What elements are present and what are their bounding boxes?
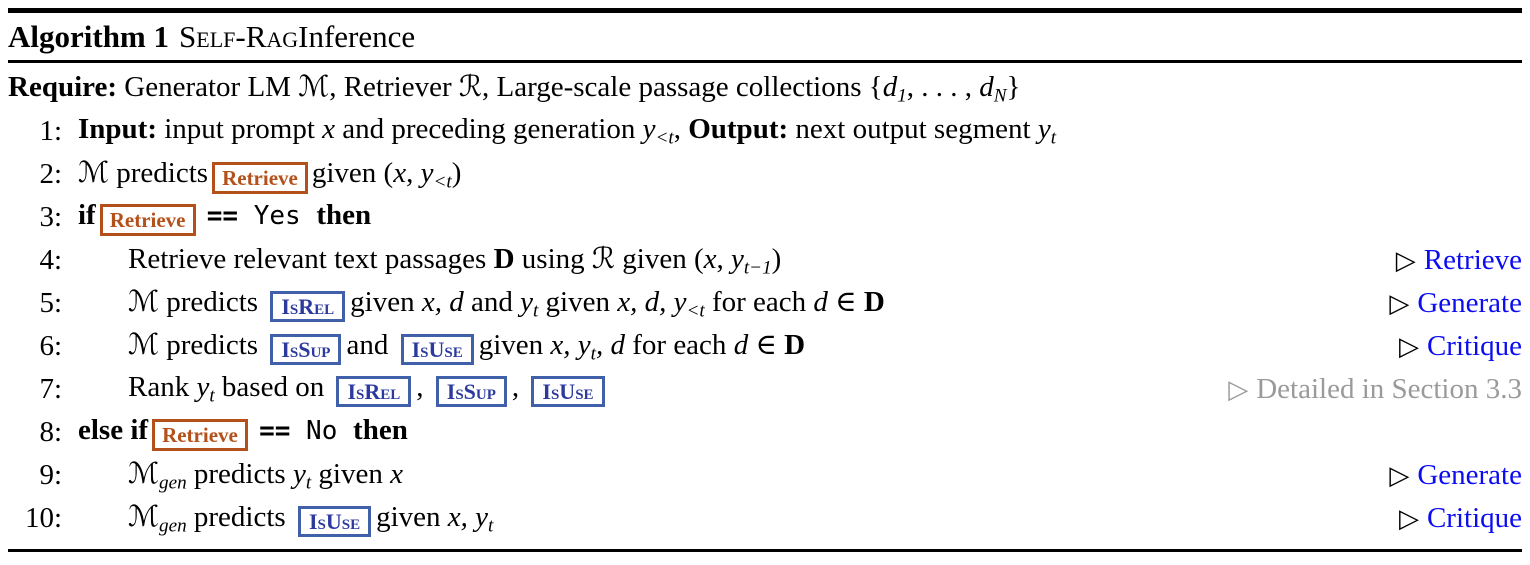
- algorithm-line: [8, 368, 1522, 411]
- mono-text: No: [290, 415, 354, 446]
- script-symbol: ℛ: [591, 241, 616, 276]
- text-segment: predicts: [159, 286, 266, 319]
- text-segment: based on: [214, 371, 332, 404]
- math-var: x: [390, 458, 403, 491]
- math-subscript: <t: [686, 300, 705, 322]
- line-number: 9:: [39, 459, 62, 491]
- text-segment: ,: [406, 156, 421, 189]
- text-segment: ∈: [827, 286, 864, 319]
- comment-text: Detailed in Section 3.3: [1256, 373, 1522, 405]
- line-number: 3:: [39, 201, 62, 233]
- keyword-text: then: [353, 413, 408, 446]
- math-subscript: 1: [897, 85, 907, 107]
- comment-triangle-icon: ▷: [1389, 289, 1410, 319]
- line-content: [128, 499, 493, 537]
- reflection-token: IsSup: [436, 376, 507, 407]
- mono-operator: ==: [259, 415, 291, 446]
- reflection-token: IsUse: [298, 506, 371, 537]
- script-symbol: ℳ: [128, 456, 160, 491]
- text-segment: given: [478, 329, 551, 362]
- script-symbol: ℛ: [458, 69, 482, 104]
- algorithm-title-rest: Inference: [298, 18, 416, 54]
- text-segment: ,: [716, 243, 731, 276]
- text-segment: predicts: [186, 458, 293, 491]
- algorithm-header: [8, 13, 1522, 60]
- text-segment: ): [771, 243, 782, 276]
- line-content: [128, 241, 781, 279]
- math-var: x, d: [421, 286, 464, 319]
- text-segment: ,: [416, 371, 431, 404]
- text-segment: ,: [511, 371, 527, 404]
- comment-triangle-icon: ▷: [1398, 504, 1419, 534]
- line-number: 2:: [39, 158, 62, 190]
- math-var: d: [882, 71, 898, 104]
- line-number: 10:: [24, 502, 62, 534]
- text-segment: given: [350, 286, 422, 319]
- text-segment: input prompt: [164, 113, 323, 146]
- algorithm-line: [8, 411, 1522, 454]
- bottom-rule: [8, 549, 1522, 552]
- text-segment: and: [463, 286, 521, 319]
- line-content: [128, 284, 885, 322]
- math-var: y: [292, 458, 306, 491]
- line-number: 1:: [39, 115, 62, 147]
- text-segment: ): [451, 156, 462, 189]
- line-number: 6:: [39, 330, 62, 362]
- line-content: [78, 414, 408, 451]
- math-var: d: [733, 329, 749, 362]
- math-var: x: [393, 156, 407, 189]
- line-content: [78, 113, 1056, 149]
- text-segment: predicts: [186, 501, 293, 534]
- text-segment: next output segment: [795, 113, 1038, 146]
- text-segment: given: [538, 286, 618, 319]
- text-segment: Rank: [128, 371, 197, 404]
- math-subscript: t−1: [743, 257, 772, 279]
- text-segment: , Large-scale passage collections {: [482, 71, 883, 104]
- comment-triangle-icon: ▷: [1228, 375, 1249, 405]
- mono-operator: ==: [206, 200, 239, 231]
- text-segment: Retrieve relevant text passages: [128, 243, 494, 276]
- comment-triangle-icon: ▷: [1398, 332, 1419, 362]
- comment-text: Generate: [1417, 287, 1522, 319]
- reflection-token: IsUse: [531, 376, 604, 407]
- math-var: y: [730, 243, 744, 276]
- math-subscript: t: [1050, 127, 1057, 149]
- math-subscript: t: [532, 300, 539, 322]
- comment-triangle-icon: ▷: [1389, 461, 1410, 491]
- math-subscript: <t: [433, 171, 452, 193]
- math-var: x, d, y: [617, 286, 687, 319]
- algorithm-line: [8, 196, 1522, 239]
- math-var: y: [196, 371, 210, 404]
- text-segment: for each: [704, 286, 814, 319]
- line-content: [128, 371, 610, 407]
- keyword-text: else if: [78, 413, 149, 446]
- reflection-token: IsSup: [270, 334, 341, 365]
- line-comment: [1389, 287, 1522, 320]
- algorithm-title-smallcaps: Self-Rag: [179, 18, 299, 54]
- script-symbol: ℳ: [128, 499, 160, 534]
- math-bold-var: D: [863, 286, 885, 319]
- script-symbol: ℳ: [298, 69, 330, 104]
- math-var: x: [703, 243, 717, 276]
- script-symbol: ℳ: [78, 154, 110, 189]
- text-segment: ,: [673, 113, 689, 146]
- algorithm-label: Algorithm 1: [8, 18, 170, 54]
- algorithm-line: [8, 497, 1522, 540]
- comment-text: Critique: [1426, 330, 1522, 362]
- text-segment: using: [514, 243, 592, 276]
- algorithm-figure: [0, 8, 1530, 552]
- reflection-token: IsRel: [270, 291, 345, 322]
- text-segment: Generator LM: [124, 71, 299, 104]
- algorithm-line: [8, 325, 1522, 368]
- math-subscript: N: [993, 85, 1007, 107]
- algorithm-line: [8, 153, 1522, 196]
- line-comment: [1399, 330, 1522, 363]
- math-bold-var: D: [493, 243, 515, 276]
- math-subscript: t: [209, 385, 215, 407]
- line-number: 8:: [39, 416, 62, 448]
- math-bold-var: D: [784, 329, 806, 362]
- line-content: [128, 456, 403, 494]
- algorithm-line: [8, 110, 1522, 153]
- retrieve-token: Retrieve: [152, 419, 248, 451]
- script-subscript: gen: [159, 515, 187, 537]
- script-symbol: ℳ: [128, 284, 160, 319]
- algorithm-line: [8, 239, 1522, 282]
- mono-text: Yes: [238, 200, 317, 231]
- math-subscript: t: [590, 343, 596, 365]
- keyword-text: Output:: [688, 113, 796, 146]
- numbered-lines: [8, 110, 1522, 540]
- math-var: y: [420, 156, 434, 189]
- line-number: 5:: [39, 287, 62, 319]
- text-segment: for each: [625, 329, 734, 362]
- math-var: x, y: [550, 329, 591, 362]
- algorithm-line: [8, 282, 1522, 325]
- text-segment: }: [1006, 71, 1021, 104]
- math-subscript: <t: [655, 127, 674, 149]
- require-line: [8, 67, 1522, 110]
- text-segment: predicts: [159, 329, 266, 362]
- comment-text: Retrieve: [1423, 244, 1522, 276]
- math-var: y: [1037, 113, 1051, 146]
- keyword-text: if: [78, 198, 96, 231]
- script-subscript: gen: [159, 472, 187, 494]
- line-content: [78, 199, 371, 236]
- line-comment: [1389, 459, 1522, 492]
- math-var: d: [979, 71, 994, 104]
- reflection-token: IsRel: [336, 376, 411, 407]
- text-segment: and preceding generation: [335, 113, 643, 146]
- line-content: [128, 327, 805, 365]
- comment-text: Generate: [1417, 459, 1522, 491]
- keyword-text: Require:: [8, 71, 125, 104]
- math-var: , d: [596, 329, 625, 362]
- line-number: 4:: [39, 244, 62, 276]
- math-subscript: t: [488, 515, 494, 537]
- text-segment: ∈: [748, 329, 785, 362]
- script-symbol: ℳ: [128, 327, 160, 362]
- line-content: [78, 155, 461, 194]
- line-comment: [1396, 244, 1522, 277]
- algorithm-line: [8, 454, 1522, 497]
- math-var: x: [322, 113, 336, 146]
- text-segment: given (: [311, 156, 394, 189]
- algorithm-body: [8, 63, 1522, 540]
- line-number: 7:: [39, 373, 62, 405]
- text-segment: [252, 414, 259, 446]
- math-var: y: [520, 286, 533, 319]
- keyword-text: Input:: [78, 113, 165, 146]
- math-subscript: t: [305, 472, 312, 494]
- text-segment: given: [311, 458, 391, 491]
- text-segment: and: [346, 329, 396, 362]
- math-var: x, y: [447, 501, 489, 534]
- text-segment: , . . . ,: [906, 71, 980, 104]
- reflection-token: IsUse: [401, 334, 474, 365]
- text-segment: [200, 199, 207, 231]
- line-comment: [1399, 502, 1522, 535]
- keyword-text: then: [316, 198, 372, 231]
- text-segment: given: [376, 501, 448, 534]
- retrieve-token: Retrieve: [100, 204, 196, 236]
- line-comment: [1228, 373, 1522, 406]
- text-segment: given (: [615, 243, 704, 276]
- text-segment: , Retriever: [329, 71, 459, 104]
- math-var: y: [642, 113, 656, 146]
- math-var: d: [813, 286, 828, 319]
- comment-text: Critique: [1426, 502, 1522, 534]
- retrieve-token: Retrieve: [212, 162, 308, 194]
- text-segment: predicts: [109, 156, 209, 189]
- comment-triangle-icon: ▷: [1395, 246, 1416, 276]
- require-line-content: [8, 69, 1020, 107]
